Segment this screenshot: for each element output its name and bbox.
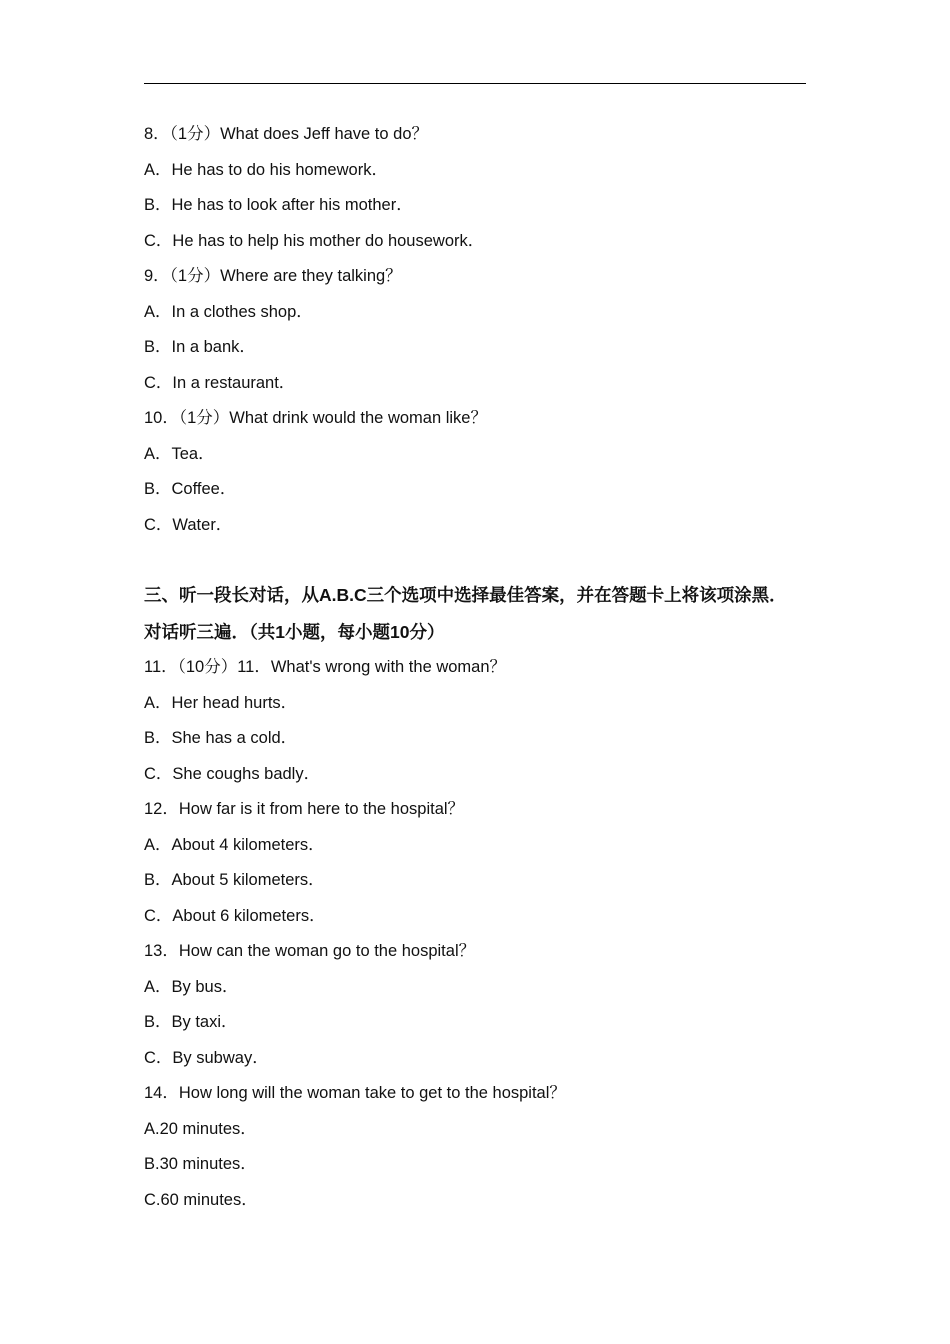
option-13b: B．By taxi． bbox=[144, 1013, 238, 1031]
option-11b: B．She has a cold． bbox=[144, 729, 298, 747]
option-11a: A．Her head hurts． bbox=[144, 693, 298, 712]
option-14a: A.20 minutes． bbox=[144, 1119, 257, 1138]
option-9a: A．In a clothes shop． bbox=[144, 302, 313, 321]
question-12: 12．How far is it from here to the hospital？ bbox=[144, 800, 465, 818]
header-rule bbox=[144, 83, 806, 84]
option-12c: C．About 6 kilometers． bbox=[144, 906, 326, 925]
question-8: 8．（1分）What does Jeff have to do？ bbox=[144, 125, 429, 143]
option-10c: C．Water． bbox=[144, 515, 233, 534]
question-13: 13．How can the woman go to the hospital？ bbox=[144, 942, 476, 960]
question-14: 14．How long will the woman take to get to the hospital？ bbox=[144, 1084, 566, 1102]
option-13c: C．By subway． bbox=[144, 1048, 269, 1067]
section-3-title-line1: 三、听一段长对话，从A.B.C三个选项中选择最佳答案，并在答题卡上将该项涂黑． bbox=[144, 585, 787, 605]
option-8a: A．He has to do his homework． bbox=[144, 160, 388, 179]
option-8b: B．He has to look after his mother． bbox=[144, 196, 413, 214]
option-10b: B．Coffee． bbox=[144, 480, 237, 498]
option-12b: B．About 5 kilometers． bbox=[144, 871, 325, 889]
option-14c: C.60 minutes． bbox=[144, 1190, 258, 1209]
question-11: 11．（10分）11．What's wrong with the woman？ bbox=[144, 658, 507, 676]
option-10a: A．Tea． bbox=[144, 444, 215, 463]
document-body bbox=[144, 117, 824, 1218]
section-gap bbox=[144, 543, 824, 577]
option-8c: C．He has to help his mother do housework． bbox=[144, 231, 485, 250]
section-3-title-line2: 对话听三遍．（共1小题，每小题10分） bbox=[144, 621, 445, 642]
option-12a: A．About 4 kilometers． bbox=[144, 835, 325, 854]
question-10: 10．（1分）What drink would the woman like？ bbox=[144, 409, 487, 427]
option-9c: C．In a restaurant． bbox=[144, 373, 296, 392]
question-9: 9．（1分）Where are they talking？ bbox=[144, 267, 402, 285]
option-9b: B．In a bank． bbox=[144, 338, 256, 356]
option-11c: C．She coughs badly． bbox=[144, 764, 321, 783]
option-14b: B.30 minutes． bbox=[144, 1155, 257, 1173]
option-13a: A．By bus． bbox=[144, 977, 239, 996]
